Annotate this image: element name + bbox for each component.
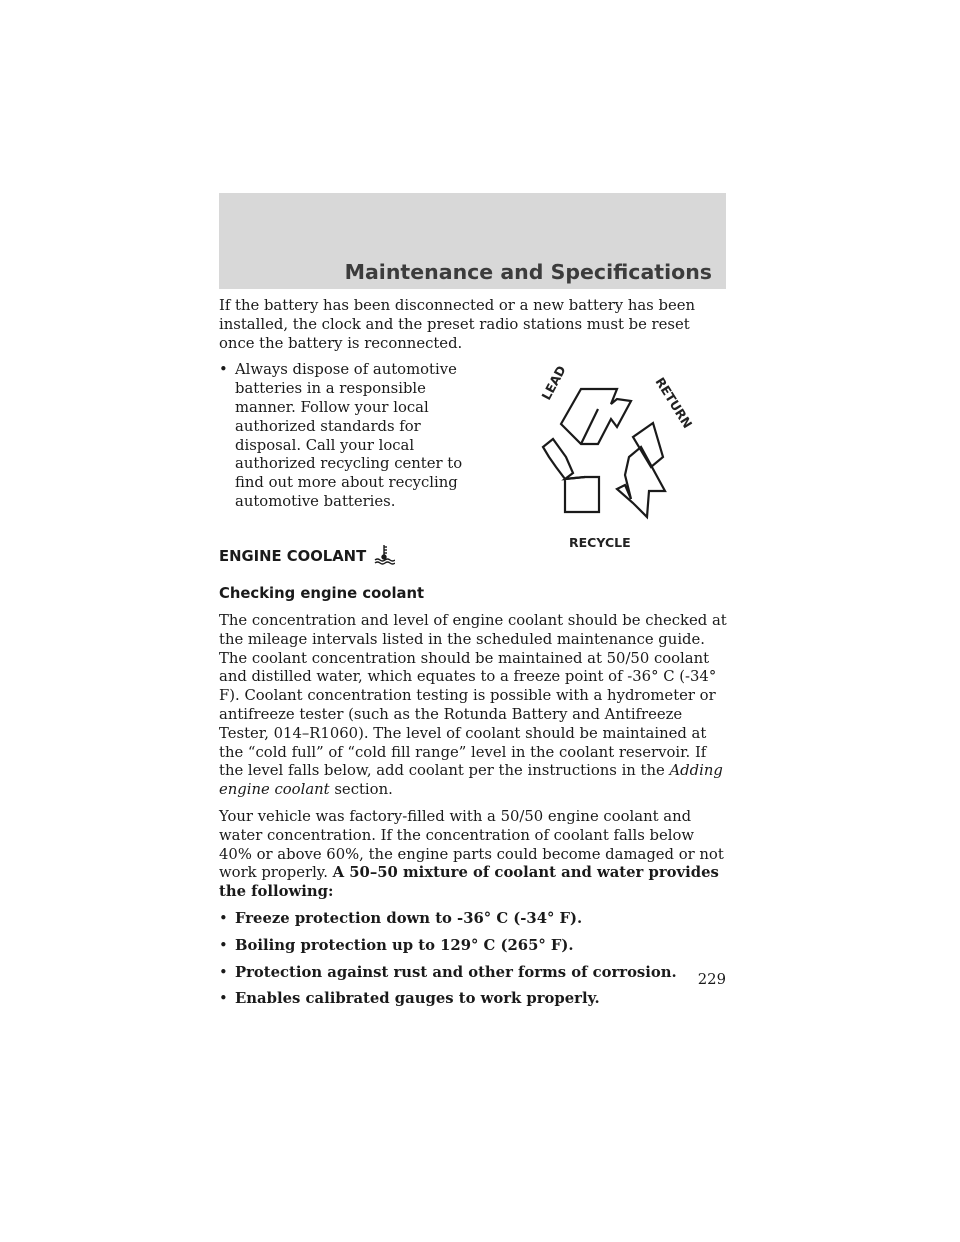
benefit-text: Freeze protection down to -36° C (-34° F). bbox=[235, 909, 583, 927]
adding-coolant-reference: Adding engine coolant bbox=[219, 762, 723, 799]
engine-coolant-heading bbox=[219, 543, 729, 571]
engine-coolant-heading-text: ENGINE COOLANT bbox=[219, 548, 367, 566]
coolant-temperature-icon bbox=[373, 543, 395, 571]
factory-fill-paragraph bbox=[219, 808, 729, 902]
battery-disposal-text: Always dispose of automotive batteries in a responsible manner. Follow your local authorized standards for disposal. Call your local authorized recycling center to find out more about recycling automotive batteries. bbox=[235, 361, 463, 510]
benefit-item bbox=[219, 937, 729, 956]
coolant-check-end: section. bbox=[334, 781, 393, 799]
benefit-item bbox=[219, 990, 729, 1009]
factory-fill-text: Your vehicle was factory-filled with a 50/50 engine coolant and water concentration. If the concentration of coolant falls below 40% or above 60%, the engine parts could become damaged or not work properly. bbox=[219, 807, 724, 882]
bullet-dot: • bbox=[219, 936, 228, 954]
battery-disposal-block bbox=[219, 361, 729, 551]
benefit-item bbox=[219, 964, 729, 983]
lead-recycle-symbol bbox=[513, 349, 709, 551]
coolant-check-paragraph bbox=[219, 612, 729, 800]
benefit-text: Protection against rust and other forms of corrosion. bbox=[235, 963, 677, 981]
section-header-band bbox=[219, 193, 726, 289]
checking-coolant-subheading: Checking engine coolant bbox=[219, 585, 425, 603]
bullet-dot: • bbox=[219, 909, 228, 927]
bullet-dot: • bbox=[219, 361, 228, 379]
recycle-label-lead: LEAD bbox=[538, 363, 569, 403]
page-number: 229 bbox=[697, 971, 726, 988]
recycle-label-return: RETURN bbox=[652, 375, 696, 432]
bullet-dot: • bbox=[219, 990, 228, 1008]
section-title: Maintenance and Specifications bbox=[344, 260, 712, 284]
page-content bbox=[219, 297, 729, 1017]
benefit-item bbox=[219, 910, 729, 929]
coolant-check-text: The concentration and level of engine coolant should be checked at the mileage intervals listed in the scheduled maintenance guide. The coolant concentration should be maintained at 50/50 coolant and distilled water, which equates to a freeze point of -36° C (-34° F). Coolant concentration testing is possible with a hydrometer or antifreeze tester (such as the Rotunda Battery and Antifreeze Tester, 014–R1060). The level of coolant should be maintained at the “cold full” of “cold fill range” level in the coolant reservoir. If the level falls below, add coolant per the instructions in the bbox=[219, 611, 727, 780]
battery-disposal-bullet bbox=[219, 361, 481, 511]
battery-reset-paragraph: If the battery has been disconnected or a new battery has been installed, the clock and the preset radio stations must be reset once the battery is reconnected. bbox=[219, 297, 695, 352]
recycle-arrows-icon bbox=[513, 349, 709, 551]
recycle-label-recycle: RECYCLE bbox=[569, 535, 631, 551]
benefit-text: Boiling protection up to 129° C (265° F). bbox=[235, 936, 574, 954]
mixture-benefits-intro: A 50–50 mixture of coolant and water provides the following: bbox=[219, 864, 719, 901]
bullet-dot: • bbox=[219, 963, 228, 981]
benefit-text: Enables calibrated gauges to work properly. bbox=[235, 990, 600, 1008]
